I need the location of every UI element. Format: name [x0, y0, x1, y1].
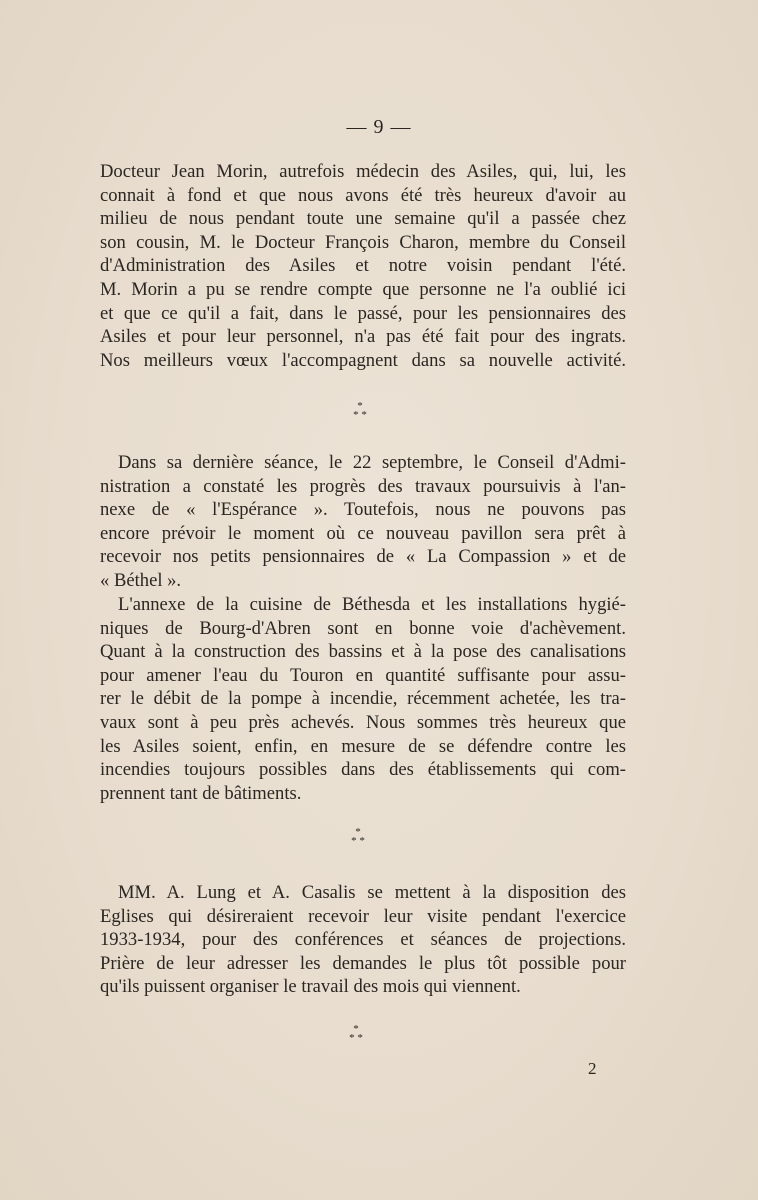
text-line: Eglises qui désireraient recevoir leur visite pendant l'exercice: [100, 905, 626, 927]
text-line: d'Administration des Asiles et notre voisin pendant l'été.: [100, 255, 626, 277]
text-line: Dans sa dernière séance, le 22 septembre, le Conseil d'Admi-: [118, 452, 626, 473]
text-line: rer le débit de la pompe à incendie, récemment achetée, les tra-: [100, 688, 626, 710]
text-line: M. Morin a pu se rendre compte que personne ne l'a oublié ici: [100, 278, 626, 300]
text-line: les Asiles soient, enfin, en mesure de se défendre contre les: [100, 735, 626, 757]
text-line: connait à fond et que nous avons été très heureux d'avoir au: [100, 184, 626, 206]
text-line: MM. A. Lung et A. Casalis se mettent à la disposition des: [118, 882, 626, 903]
asterism-star: *: [357, 400, 363, 412]
text-line: pour amener l'eau du Touron en quantité suffisante pour assu-: [100, 664, 626, 686]
text-line: Quant à la construction des bassins et à la pose des canalisations: [100, 641, 626, 663]
asterism-star: *: [353, 1023, 359, 1035]
text-line: L'annexe de la cuisine de Béthesda et les installations hygié-: [118, 594, 626, 615]
text-line: et que ce qu'il a fait, dans le passé, pour les pensionnaires des: [100, 302, 626, 324]
asterism-stars: * *: [353, 409, 367, 421]
asterism-star: *: [355, 826, 361, 838]
asterism-stars: * *: [351, 835, 365, 847]
text-line: incendies toujours possibles dans des établissements qui com-: [100, 759, 626, 781]
text-line: Prière de leur adresser les demandes le plus tôt possible pour: [100, 952, 626, 974]
text-line: niques de Bourg-d'Abren sont en bonne voie d'achèvement.: [100, 617, 626, 639]
paragraph-3: [100, 593, 626, 805]
text-line: qu'ils puissent organiser le travail des mois qui viennent.: [100, 976, 521, 998]
text-line: prennent tant de bâtiments.: [100, 782, 302, 804]
asterism-separator: [345, 402, 375, 424]
paragraph-2: [100, 451, 626, 593]
text-line: milieu de nous pendant toute une semaine qu'il a passée chez: [100, 208, 626, 230]
text-line: nexe de « l'Espérance ». Toutefois, nous ne pouvons pas: [100, 499, 626, 521]
text-line: son cousin, M. le Docteur François Charon, membre du Conseil: [100, 231, 626, 253]
text-line: Docteur Jean Morin, autrefois médecin des Asiles, qui, lui, les: [100, 161, 626, 182]
text-line: « Béthel ».: [100, 569, 182, 591]
asterism-separator: [341, 1025, 371, 1047]
paragraph-1: [100, 160, 626, 372]
paragraph-4: [100, 881, 626, 999]
text-line: vaux sont à peu près achevés. Nous sommes très heureux que: [100, 711, 626, 733]
text-line: recevoir nos petits pensionnaires de « La Compassion » et de: [100, 546, 626, 568]
text-line: encore prévoir le moment où ce nouveau pavillon sera prêt à: [100, 522, 626, 544]
text-line: 1933-1934, pour des conférences et séances de projections.: [100, 929, 626, 951]
signature-mark: 2: [588, 1059, 597, 1078]
asterism-stars: * *: [349, 1032, 363, 1044]
text-line: Asiles et pour leur personnel, n'a pas été fait pour des ingrats.: [100, 326, 626, 348]
text-line: Nos meilleurs vœux l'accompagnent dans sa nouvelle activité.: [100, 349, 626, 371]
page-number: — 9 —: [346, 116, 412, 138]
asterism-separator: [343, 828, 373, 850]
text-line: nistration a constaté les progrès des travaux poursuivis à l'an-: [100, 475, 626, 497]
